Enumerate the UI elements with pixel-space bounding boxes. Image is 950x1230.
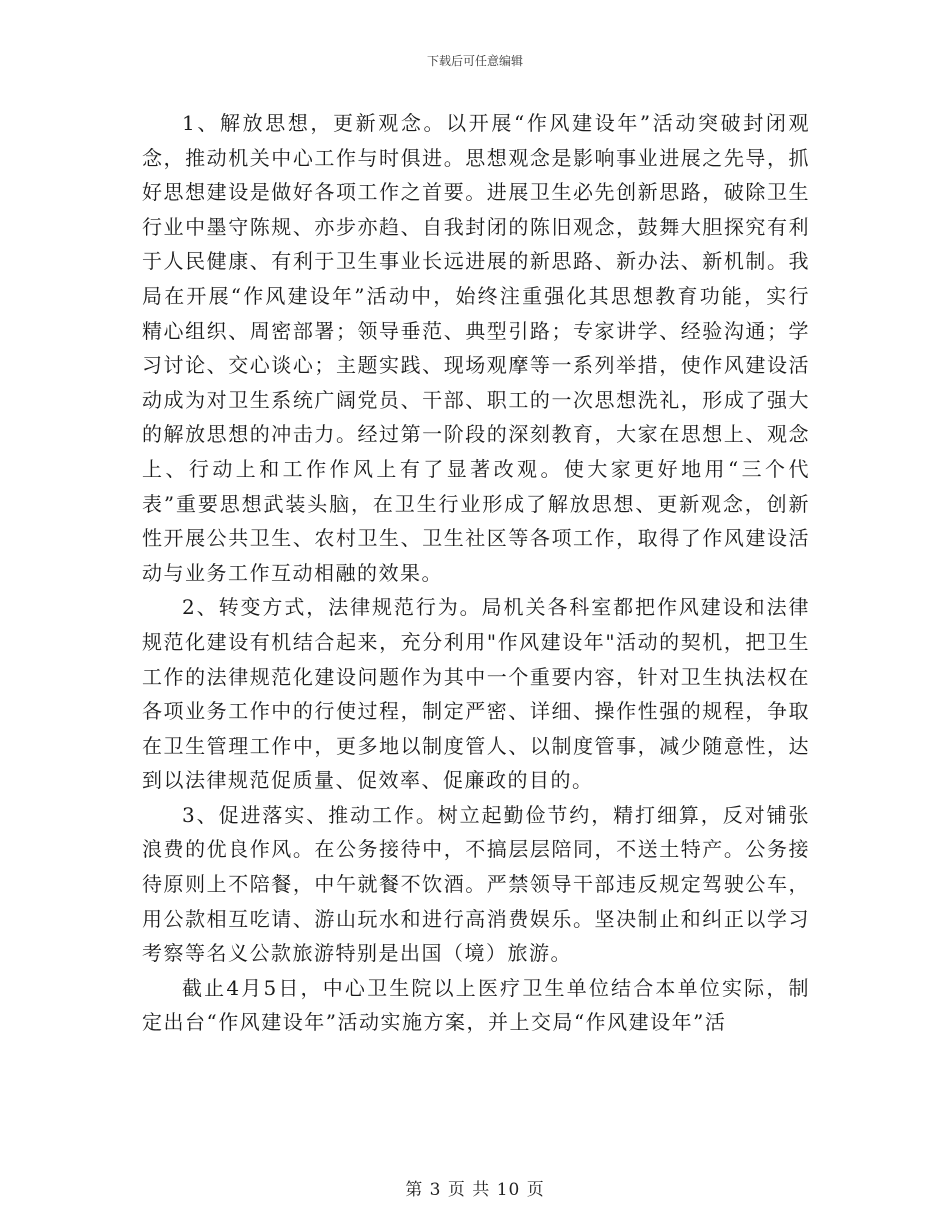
page-number-footer: 第 3 页 共 10 页 <box>405 1180 545 1200</box>
paragraph-3: 3、促进落实、推动工作。树立起勤俭节约，精打细算，反对铺张浪费的优良作风。在公务接待中，不搞层层陪同，不送土特产。公务接待原则上不陪餐，中午就餐不饮酒。严禁领导干部违反规定驾驶公车，用公款相互吃请、游山玩水和进行高消费娱乐。坚决制止和纠正以学习考察等名义公款旅游特别是出国（境）旅游。 <box>142 802 810 966</box>
paragraph-2: 2、转变方式，法律规范行为。局机关各科室都把作风建设和法律规范化建设有机结合起来，充分利用"作风建设年"活动的契机，把卫生工作的法律规范化建设问题作为其中一个重要内容，针对卫生执法权在各项业务工作中的行使过程，制定严密、详细、操作性强的规程，争取在卫生管理工作中，更多地以制度管人、以制度管事，减少随意性，达到以法律规范促质量、促效率、促廉政的目的。 <box>142 595 810 793</box>
document-body <box>142 106 810 1040</box>
paragraph-4: 截止4月5日，中心卫生院以上医疗卫生单位结合本单位实际，制定出台“作风建设年”活动实施方案，并上交局“作风建设年”活 <box>142 975 810 1035</box>
paragraph-1: 1、解放思想，更新观念。以开展“作风建设年”活动突破封闭观念，推动机关中心工作与时俱进。思想观念是影响事业进展之先导，抓好思想建设是做好各项工作之首要。进展卫生必先创新思路，破除卫生行业中墨守陈规、亦步亦趋、自我封闭的陈旧观念，鼓舞大胆探究有利于人民健康、有利于卫生事业长远进展的新思路、新办法、新机制。我局在开展“作风建设年”活动中，始终注重强化其思想教育功能，实行精心组织、周密部署；领导垂范、典型引路；专家讲学、经验沟通；学习讨论、交心谈心；主题实践、现场观摩等一系列举措，使作风建设活动成为对卫生系统广阔党员、干部、职工的一次思想洗礼，形成了强大的解放思想的冲击力。经过第一阶段的深刻教育，大家在思想上、观念上、行动上和工作作风上有了显著改观。使大家更好地用“三个代表”重要思想武装头脑，在卫生行业形成了解放思想、更新观念，创新性开展公共卫生、农村卫生、卫生社区等各项工作，取得了作风建设活动与业务工作互动相融的效果。 <box>142 111 810 585</box>
page-header: 下载后可任意编辑 <box>426 54 523 68</box>
